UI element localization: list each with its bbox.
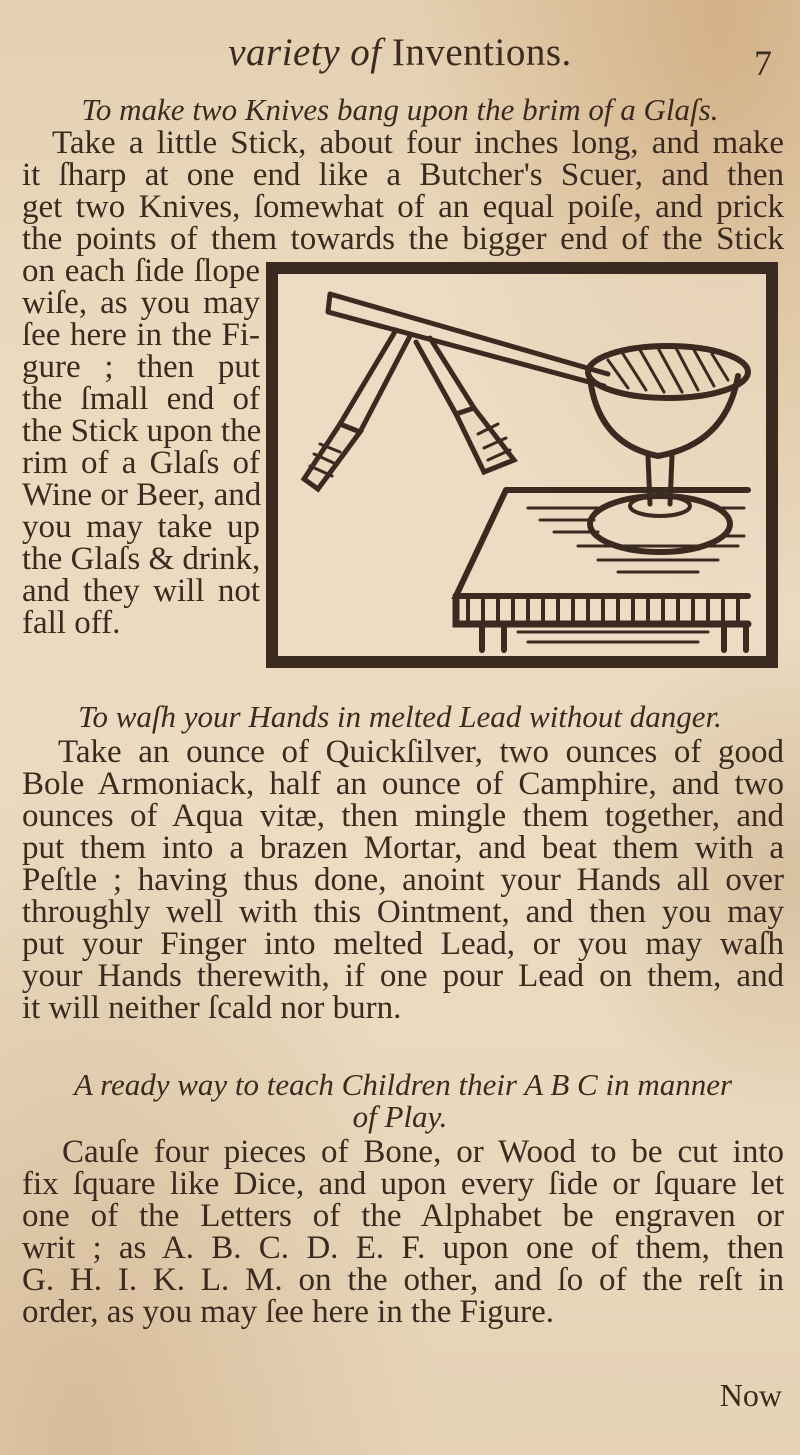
text-line: your Hands therewith, if one pour Lead on them, and <box>22 958 784 994</box>
text-line: order, as you may ſee here in the Figure. <box>22 1294 554 1330</box>
text-line: ſee here in the Fi- <box>22 317 260 353</box>
text-line: G. H. I. K. L. M. on the other, and ſo of the reſt in <box>22 1262 784 1298</box>
text-line: wiſe, as you may <box>22 285 260 321</box>
running-head <box>0 30 800 75</box>
section-heading-lead: To waſh your Hands in melted Lead without danger. <box>78 699 722 734</box>
text-line: fall off. <box>22 605 121 641</box>
text-line: put your Finger into melted Lead, or you may waſh <box>22 926 784 962</box>
text-line: one of the Letters of the Alphabet be engraven or <box>22 1198 784 1234</box>
knives-on-glass-illustration <box>278 274 766 656</box>
text-line: Peſtle ; having thus done, anoint your Hands all over <box>22 862 784 898</box>
section-heading-abc-continued: of Play. <box>352 1099 448 1134</box>
text-line: it ſharp at one end like a Butcher's Scuer, and then <box>22 157 784 193</box>
text-line: rim of a Glaſs of <box>22 445 260 481</box>
text-line: it will neither ſcald nor burn. <box>22 990 402 1026</box>
text-line: Bole Armoniack, half an ounce of Camphire, and two <box>22 766 784 802</box>
text-line: writ ; as A. B. C. D. E. F. upon one of them, then <box>22 1230 784 1266</box>
text-line: the Glaſs & drink, <box>22 541 261 577</box>
text-line: you may take up <box>22 509 260 545</box>
text-line: on each ſide ſlope <box>22 253 260 289</box>
text-line: the ſmall end of <box>22 381 260 417</box>
text-line: fix ſquare like Dice, and upon every ſide or ſquare let <box>22 1166 784 1202</box>
text-line: and they will not <box>22 573 260 609</box>
text-line: put them into a brazen Mortar, and beat them with a <box>22 830 784 866</box>
text-line: Wine or Beer, and <box>22 477 262 513</box>
text-line: the Stick upon the <box>22 413 262 449</box>
catchword: Now <box>719 1377 782 1413</box>
text-line: throughly well with this Ointment, and then you may <box>22 894 784 930</box>
text-line: Cauſe four pieces of Bone, or Wood to be cut into <box>62 1134 784 1170</box>
running-head-title: Inventions. <box>391 31 572 74</box>
text-line: ounces of Aqua vitæ, then mingle them together, and <box>22 798 784 834</box>
page-number: 7 <box>754 43 772 83</box>
text-line: the points of them towards the bigger end of the Stick <box>22 221 784 257</box>
text-line: gure ; then put <box>22 349 260 385</box>
woodcut-knives-glass-figure <box>266 262 778 668</box>
section-heading-abc: A ready way to teach Children their A B C in manner <box>73 1067 733 1102</box>
running-head-italic: variety of <box>228 31 382 74</box>
text-line: Take a little Stick, about four inches long, and make <box>52 125 784 161</box>
text-line: get two Knives, ſomewhat of an equal poiſe, and prick <box>22 189 784 225</box>
text-line: Take an ounce of Quickſilver, two ounces of good <box>58 734 784 770</box>
section-heading-knives: To make two Knives bang upon the brim of a Glaſs. <box>81 92 719 127</box>
